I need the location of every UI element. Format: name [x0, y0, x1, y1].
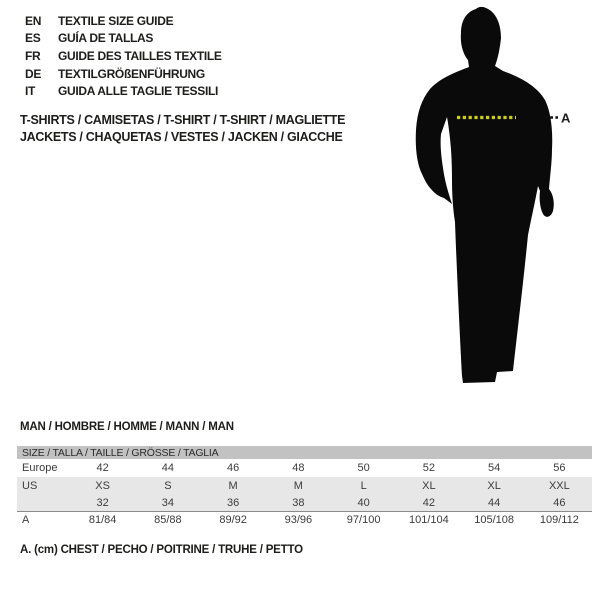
size-cell: M	[293, 479, 303, 492]
size-table	[17, 446, 592, 528]
size-cell: 44	[161, 462, 174, 474]
row-label: US	[22, 479, 38, 492]
language-label: GUIDE DES TAILLES TEXTILE	[58, 48, 222, 63]
table-row-us	[17, 477, 592, 494]
language-label: GUIDA ALLE TAGLIE TESSILI	[58, 84, 219, 99]
table-row-numeric	[17, 494, 592, 511]
size-cell: 85/88	[154, 514, 182, 526]
size-cell: M	[228, 479, 238, 492]
language-code: ES	[25, 31, 41, 46]
section-title-man: MAN / HOMBRE / HOMME / MANN / MAN	[20, 421, 234, 433]
size-cell: 109/112	[539, 514, 579, 526]
language-code: EN	[25, 13, 42, 28]
size-table-header: SIZE / TALLA / TAILLE / GRÖSSE / TAGLIA	[17, 446, 592, 459]
language-code: FR	[25, 48, 41, 63]
size-cell: 101/104	[408, 514, 449, 526]
measure-label-a: A	[561, 110, 571, 126]
size-cell: 52	[422, 462, 435, 474]
garment-categories	[20, 112, 345, 146]
size-cell: XXL	[548, 479, 570, 492]
size-cell: 50	[357, 462, 370, 474]
language-row-fr	[25, 47, 222, 65]
size-cell: 105/108	[474, 514, 514, 526]
language-row-de	[25, 65, 222, 83]
size-cell: 89/92	[219, 514, 247, 526]
language-label: TEXTILGRÖßENFÜHRUNG	[58, 66, 205, 81]
man-silhouette-graphic	[400, 0, 600, 400]
category-line-tshirts: T-SHIRTS / CAMISETAS / T-SHIRT / T-SHIRT / MAGLIETTE	[20, 113, 346, 127]
language-row-es	[25, 30, 222, 48]
size-cell: XS	[95, 479, 110, 492]
language-code: DE	[25, 66, 42, 81]
language-list	[25, 12, 222, 100]
size-cell: 34	[161, 496, 174, 509]
size-cell: 42	[422, 496, 435, 509]
table-row-chest-a	[17, 511, 592, 528]
row-label: A	[22, 514, 30, 526]
size-cell: 97/100	[346, 514, 381, 526]
size-cell: L	[360, 479, 367, 492]
row-label: Europe	[22, 462, 58, 474]
size-cell: 56	[553, 462, 566, 474]
size-cell: 32	[96, 496, 109, 509]
size-cell: 93/96	[284, 514, 313, 526]
size-cell: XL	[422, 479, 436, 492]
category-line-jackets: JACKETS / CHAQUETAS / VESTES / JACKEN / GIACCHE	[20, 130, 343, 144]
table-row-europe	[17, 459, 592, 477]
size-cell: 38	[292, 496, 305, 509]
size-cell: 44	[488, 496, 501, 509]
language-label: GUÍA DE TALLAS	[58, 31, 154, 46]
size-cell: 46	[227, 462, 240, 474]
size-cell: 48	[292, 462, 305, 474]
figure-panel	[400, 0, 600, 400]
language-row-en	[25, 12, 222, 30]
man-silhouette	[416, 7, 554, 383]
size-cell: XL	[487, 479, 501, 492]
language-label: TEXTILE SIZE GUIDE	[58, 13, 174, 28]
language-code: IT	[25, 84, 36, 99]
size-cell: 46	[553, 496, 566, 509]
size-cell: 36	[227, 496, 240, 509]
language-row-it	[25, 82, 222, 100]
size-cell: 40	[357, 496, 370, 509]
size-cell: 54	[488, 462, 501, 474]
size-cell: S	[164, 479, 172, 492]
size-cell: 81/84	[88, 514, 117, 526]
size-cell: 42	[96, 462, 109, 474]
measurement-footnote: A. (cm) CHEST / PECHO / POITRINE / TRUHE / PETTO	[20, 544, 303, 556]
